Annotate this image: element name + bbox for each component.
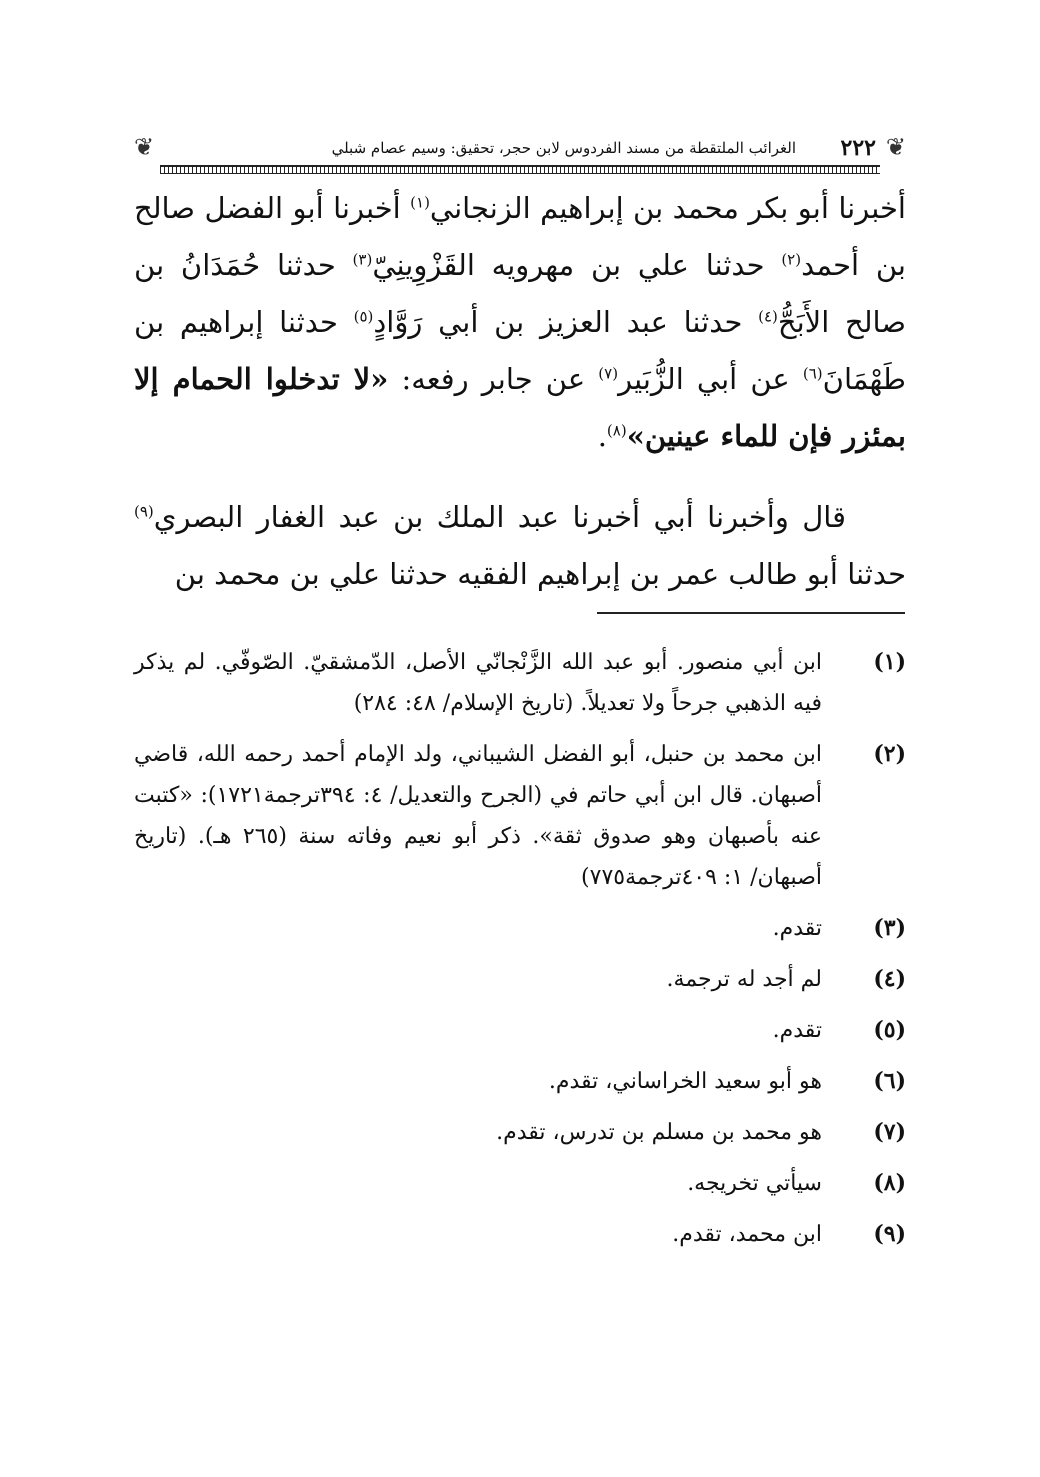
footnote-number: (٩) xyxy=(873,1221,906,1247)
footnote-text: ابن محمد بن حنبل، أبو الفضل الشيباني، ولد الإمام أحمد رحمه الله، قاضي أصبهان. قال ابن أبي حاتم في (الجرح والتعديل/ ٤: ٣٩٤ترجمة١٧٢١): «كتبت عنه بأصبهان وهو صدوق ثقة». ذكر أبو نعيم وفاته سنة (٢٦٥ هـ). (تاريخ أصبهان/ ١: ٤٠٩ترجمة٧٧٥) xyxy=(134,742,823,890)
footnotes xyxy=(134,642,906,1265)
footnote-text: ابن محمد، تقدم. xyxy=(672,1222,822,1247)
footnote-ref-6[interactable]: (٦) xyxy=(802,364,823,383)
page-number: ٢٢٢ xyxy=(840,135,876,161)
footnote-ref-1[interactable]: (١) xyxy=(410,193,430,212)
paragraph-1: أخبرنا أبو بكر محمد بن إبراهيم الزنجاني$^{(١)}$ أخبرنا أبو الفضل صالح بن أحمد$^{(٢)}$ حدثنا علي بن مهرويه القَزْوِينِيّ$^{(٣)}$ حدثنا حُمَدَانُ بن صالح الأَبَحُّ$^{(٤)}$ حدثنا عبد العزيز بن أبي رَوَّادٍ$^{(٥)}$ حدثنا إبراهيم بن طَهْمَانَ$^{(٦)}$ عن أبي الزُّبَير$^{(٧)}$ عن جابر رفعه: «لا تدخلوا الحمام إلا بمئزر فإن للماء عينين»$^{(٨)}$. xyxy=(134,191,907,453)
page-header xyxy=(134,131,906,173)
footnote-number: (٦) xyxy=(873,1068,906,1094)
footnote-text: ابن أبي منصور. أبو عبد الله الزَّنْجانّي الأصل، الدّمشقيّ. الصّوفّي. لم يذكر فيه الذهبي جرحاً ولا تعديلاً. (تاريخ الإسلام/ ٤٨: ٢٨٤) xyxy=(134,650,822,716)
ornament-icon-right: ❦ xyxy=(885,133,906,161)
footnote-separator xyxy=(597,612,905,614)
footnote-text: سيأتي تخريجه. xyxy=(687,1171,822,1196)
header-rule xyxy=(160,165,880,174)
footnote-9 xyxy=(134,1214,906,1255)
footnote-text: هو أبو سعيد الخراساني، تقدم. xyxy=(548,1069,822,1094)
footnote-number: (٣) xyxy=(873,915,906,941)
footnote-number: (٤) xyxy=(873,966,906,992)
footnote-number: (٨) xyxy=(873,1170,906,1196)
footnote-number: (٧) xyxy=(873,1119,906,1145)
paragraph-2: قال وأخبرنا أبي أخبرنا عبد الملك بن عبد الغفار البصري$^{(٩)}$ حدثنا أبو طالب عمر بن إبراهيم الفقيه حدثنا علي بن محمد بن xyxy=(134,500,906,591)
footnote-ref-4[interactable]: (٤) xyxy=(758,307,778,326)
footnote-6 xyxy=(134,1061,906,1102)
footnote-text: لم أجد له ترجمة. xyxy=(666,967,822,992)
footnote-ref-8[interactable]: (٨) xyxy=(606,421,627,440)
footnote-ref-5[interactable]: (٥) xyxy=(353,307,374,326)
footnote-text: هو محمد بن مسلم بن تدرس، تقدم. xyxy=(496,1120,822,1145)
footnote-number: (٥) xyxy=(873,1017,906,1043)
footnote-number: (٢) xyxy=(873,741,906,767)
footnote-text: تقدم. xyxy=(772,916,822,941)
footnote-ref-9[interactable]: (٩) xyxy=(134,502,154,521)
main-text xyxy=(134,180,906,603)
footnote-1 xyxy=(134,642,906,724)
hadith-text: «لا تدخلوا الحمام إلا بمئزر فإن للماء عينين» xyxy=(134,362,906,453)
footnote-ref-7[interactable]: (٧) xyxy=(598,364,619,383)
footnote-5 xyxy=(134,1010,906,1051)
footnote-ref-3[interactable]: (٣) xyxy=(352,250,373,269)
running-title: الغرائب الملتقطة من مسند الفردوس لابن حجر، تحقيق: وسيم عصام شبلي xyxy=(331,139,796,157)
footnote-ref-2[interactable]: (٢) xyxy=(781,250,802,269)
footnote-2 xyxy=(134,734,906,898)
footnote-text: تقدم. xyxy=(772,1018,822,1043)
footnote-3 xyxy=(134,908,906,949)
footnote-7 xyxy=(134,1112,906,1153)
footnote-number: (١) xyxy=(873,649,906,675)
ornament-icon-left: ❦ xyxy=(134,133,155,161)
footnote-4 xyxy=(134,959,906,1000)
footnote-8 xyxy=(134,1163,906,1204)
